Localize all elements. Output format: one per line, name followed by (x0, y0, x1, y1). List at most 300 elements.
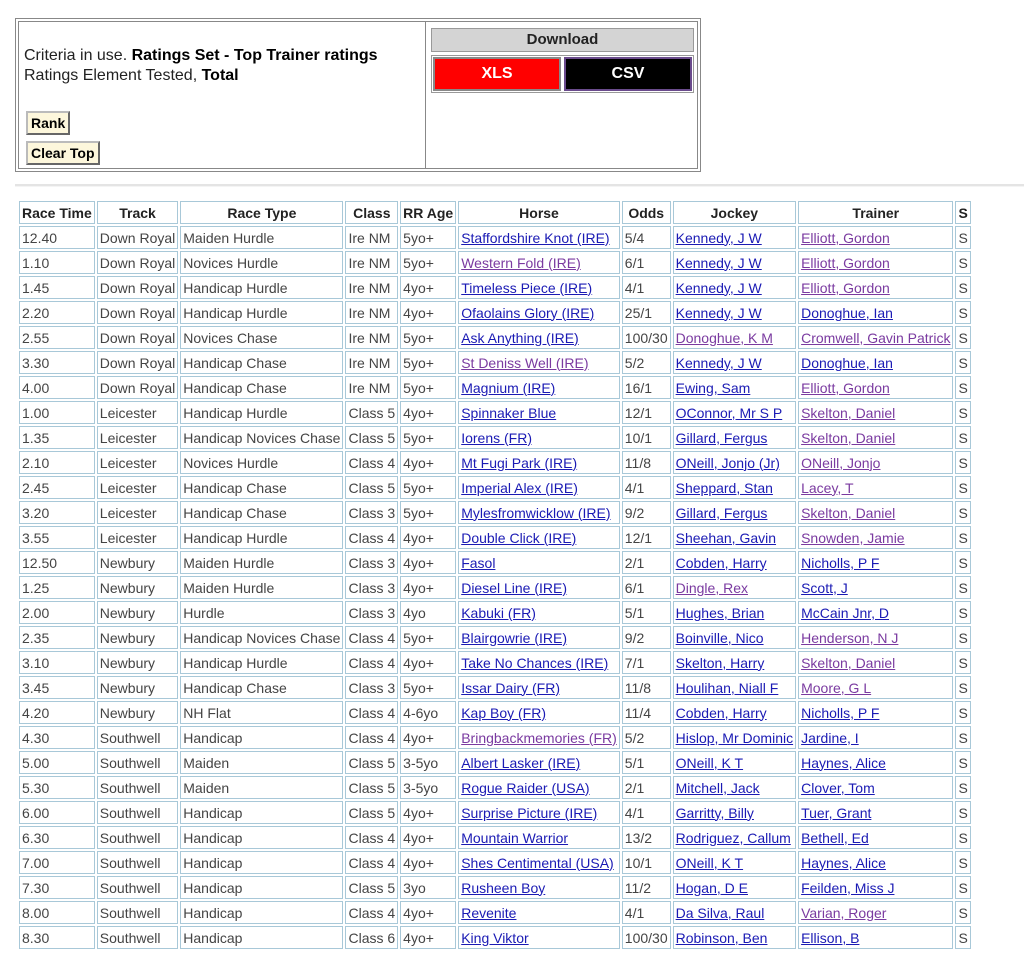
race-time-cell: 4.00 (19, 376, 95, 399)
odds-cell: 12/1 (622, 526, 671, 549)
rr-age-cell: 3-5yo (400, 776, 456, 799)
extra-cell: S (955, 776, 970, 799)
jockey-link[interactable]: Hughes, Brian (675, 604, 765, 621)
horse-link[interactable]: Blairgowrie (IRE) (461, 629, 568, 646)
race-time-cell: 2.00 (19, 601, 95, 624)
horse-cell (458, 751, 620, 774)
track-cell: Southwell (97, 851, 178, 874)
track-cell: Leicester (97, 526, 178, 549)
clear-top-button[interactable]: Clear Top (26, 141, 100, 165)
horse-link[interactable]: Ask Anything (IRE) (461, 329, 579, 346)
header-row (19, 201, 971, 224)
jockey-link[interactable]: Cobden, Harry (675, 704, 767, 721)
separator (15, 184, 1024, 187)
trainer-link[interactable]: Bethell, Ed (801, 829, 869, 846)
jockey-link[interactable]: Kennedy, J W (675, 229, 762, 246)
horse-cell (458, 826, 620, 849)
jockey-cell (673, 751, 796, 774)
horse-cell (458, 326, 620, 349)
race-time-cell: 12.40 (19, 226, 95, 249)
race-time-cell: 3.30 (19, 351, 95, 374)
trainer-cell (798, 551, 953, 574)
extra-cell: S (955, 376, 970, 399)
jockey-link[interactable]: Kennedy, J W (675, 279, 762, 296)
horse-cell (458, 651, 620, 674)
trainer-link[interactable]: Elliott, Gordon (801, 279, 890, 296)
column-header: Track (97, 201, 178, 224)
odds-cell: 4/1 (622, 801, 671, 824)
jockey-cell (673, 576, 796, 599)
odds-cell: 5/2 (622, 351, 671, 374)
jockey-cell (673, 351, 796, 374)
trainer-cell (798, 501, 953, 524)
trainer-cell (798, 626, 953, 649)
track-cell: Newbury (97, 676, 178, 699)
jockey-cell (673, 476, 796, 499)
table-row (19, 751, 971, 774)
horse-link[interactable]: Kap Boy (FR) (461, 704, 547, 721)
odds-cell: 100/30 (622, 926, 671, 949)
class-cell: Class 4 (345, 726, 398, 749)
trainer-cell (798, 326, 953, 349)
race-type-cell: Handicap Hurdle (180, 301, 343, 324)
jockey-link[interactable]: Boinville, Nico (675, 629, 764, 646)
extra-cell: S (955, 926, 970, 949)
trainer-link[interactable]: Donoghue, Ian (801, 354, 893, 371)
trainer-link[interactable]: Nicholls, P F (801, 554, 880, 571)
horse-link[interactable]: Albert Lasker (IRE) (461, 754, 581, 771)
horse-link[interactable]: Take No Chances (IRE) (461, 654, 609, 671)
trainer-cell (798, 576, 953, 599)
horse-cell (458, 576, 620, 599)
track-cell: Newbury (97, 551, 178, 574)
odds-cell: 4/1 (622, 901, 671, 924)
track-cell: Down Royal (97, 276, 178, 299)
rr-age-cell: 4yo+ (400, 276, 456, 299)
jockey-link[interactable]: Robinson, Ben (675, 929, 768, 946)
trainer-cell (798, 251, 953, 274)
jockey-link[interactable]: Skelton, Harry (675, 654, 765, 671)
column-header: Race Time (19, 201, 95, 224)
horse-link[interactable]: Double Click (IRE) (461, 529, 577, 546)
horse-link[interactable]: Spinnaker Blue (461, 404, 557, 421)
horse-link[interactable]: Iorens (FR) (461, 429, 532, 446)
table-row (19, 726, 971, 749)
jockey-cell (673, 626, 796, 649)
horse-cell (458, 926, 620, 949)
rr-age-cell: 4yo+ (400, 851, 456, 874)
extra-cell: S (955, 226, 970, 249)
rr-age-cell: 4yo+ (400, 926, 456, 949)
rr-age-cell: 4yo+ (400, 451, 456, 474)
table-row (19, 801, 971, 824)
horse-link[interactable]: Fasol (461, 554, 496, 571)
rr-age-cell: 5yo+ (400, 251, 456, 274)
race-type-cell: Handicap (180, 826, 343, 849)
extra-cell: S (955, 276, 970, 299)
jockey-cell (673, 801, 796, 824)
odds-cell: 4/1 (622, 276, 671, 299)
rr-age-cell: 4yo+ (400, 551, 456, 574)
rr-age-cell: 5yo+ (400, 676, 456, 699)
jockey-link[interactable]: Houlihan, Niall F (675, 679, 779, 696)
odds-cell: 9/2 (622, 626, 671, 649)
table-row (19, 276, 971, 299)
jockey-link[interactable]: OConnor, Mr S P (675, 404, 783, 421)
extra-cell: S (955, 351, 970, 374)
column-header: Odds (622, 201, 671, 224)
xls-download-button[interactable]: XLS (433, 57, 561, 91)
horse-cell (458, 426, 620, 449)
horse-link[interactable]: Kabuki (FR) (461, 604, 536, 621)
race-type-cell: Hurdle (180, 601, 343, 624)
extra-cell: S (955, 426, 970, 449)
extra-cell: S (955, 526, 970, 549)
horse-link[interactable]: Rogue Raider (USA) (461, 779, 590, 796)
table-row (19, 776, 971, 799)
trainer-link[interactable]: Ellison, B (801, 929, 860, 946)
horse-cell (458, 851, 620, 874)
criteria-section (19, 22, 426, 168)
criteria-ratings-set: Ratings Set - Top Trainer ratings (131, 47, 378, 64)
trainer-cell (798, 776, 953, 799)
race-time-cell: 2.35 (19, 626, 95, 649)
column-header: Jockey (673, 201, 796, 224)
rr-age-cell: 5yo+ (400, 326, 456, 349)
jockey-cell (673, 276, 796, 299)
class-cell: Class 3 (345, 501, 398, 524)
race-time-cell: 8.30 (19, 926, 95, 949)
odds-cell: 10/1 (622, 851, 671, 874)
horse-link[interactable]: Bringbackmemories (FR) (461, 729, 617, 746)
column-header: RR Age (400, 201, 456, 224)
horse-link[interactable]: Magnium (IRE) (461, 379, 556, 396)
class-cell: Class 3 (345, 601, 398, 624)
horse-link[interactable]: Western Fold (IRE) (461, 254, 581, 271)
jockey-link[interactable]: Kennedy, J W (675, 254, 762, 271)
odds-cell: 11/8 (622, 676, 671, 699)
race-type-cell: Handicap (180, 901, 343, 924)
rank-button[interactable]: Rank (26, 111, 70, 135)
csv-download-button[interactable]: CSV (564, 57, 692, 91)
race-time-cell: 12.50 (19, 551, 95, 574)
table-row (19, 401, 971, 424)
rr-age-cell: 4yo+ (400, 826, 456, 849)
trainer-link[interactable]: Nicholls, P F (801, 704, 880, 721)
jockey-link[interactable]: Cobden, Harry (675, 554, 767, 571)
jockey-cell (673, 776, 796, 799)
table-row (19, 876, 971, 899)
rr-age-cell: 5yo+ (400, 226, 456, 249)
jockey-link[interactable]: Rodriguez, Callum (675, 829, 791, 846)
jockey-link[interactable]: Gillard, Fergus (675, 429, 768, 446)
horse-link[interactable]: Diesel Line (IRE) (461, 579, 568, 596)
race-type-cell: Handicap Chase (180, 351, 343, 374)
trainer-link[interactable]: Henderson, N J (801, 629, 899, 646)
jockey-link[interactable]: ONeill, K T (675, 854, 744, 871)
race-time-cell: 1.25 (19, 576, 95, 599)
odds-cell: 11/4 (622, 701, 671, 724)
trainer-link[interactable]: Lacey, T (801, 479, 854, 496)
track-cell: Down Royal (97, 376, 178, 399)
race-time-cell: 2.45 (19, 476, 95, 499)
rr-age-cell: 5yo+ (400, 376, 456, 399)
odds-cell: 6/1 (622, 576, 671, 599)
trainer-link[interactable]: Haynes, Alice (801, 754, 886, 771)
odds-cell: 10/1 (622, 426, 671, 449)
rr-age-cell: 4yo+ (400, 576, 456, 599)
criteria-panel-inner (18, 21, 698, 169)
track-cell: Down Royal (97, 251, 178, 274)
trainer-link[interactable]: McCain Jnr, D (801, 604, 890, 621)
race-type-cell: Novices Chase (180, 326, 343, 349)
trainer-link[interactable]: Snowden, Jamie (801, 529, 905, 546)
jockey-link[interactable]: Da Silva, Raul (675, 904, 765, 921)
rr-age-cell: 4yo+ (400, 301, 456, 324)
jockey-link[interactable]: Garritty, Billy (675, 804, 754, 821)
track-cell: Leicester (97, 401, 178, 424)
horse-link[interactable]: Rusheen Boy (461, 879, 546, 896)
trainer-cell (798, 801, 953, 824)
race-time-cell: 2.55 (19, 326, 95, 349)
horse-cell (458, 776, 620, 799)
horse-link[interactable]: Imperial Alex (IRE) (461, 479, 578, 496)
class-cell: Class 4 (345, 626, 398, 649)
trainer-link[interactable]: Elliott, Gordon (801, 254, 890, 271)
table-row (19, 226, 971, 249)
trainer-cell (798, 526, 953, 549)
race-type-cell: Handicap Hurdle (180, 526, 343, 549)
horse-link[interactable]: King Viktor (461, 929, 529, 946)
extra-cell: S (955, 501, 970, 524)
race-time-cell: 5.00 (19, 751, 95, 774)
race-type-cell: Handicap (180, 926, 343, 949)
rr-age-cell: 4yo+ (400, 901, 456, 924)
trainer-cell (798, 926, 953, 949)
trainer-cell (798, 751, 953, 774)
trainer-link[interactable]: Elliott, Gordon (801, 379, 890, 396)
table-row (19, 851, 971, 874)
horse-link[interactable]: Timeless Piece (IRE) (461, 279, 593, 296)
horse-cell (458, 251, 620, 274)
race-time-cell: 3.45 (19, 676, 95, 699)
race-time-cell: 1.10 (19, 251, 95, 274)
rr-age-cell: 5yo+ (400, 501, 456, 524)
extra-cell: S (955, 451, 970, 474)
download-title: Download (431, 28, 694, 52)
trainer-cell (798, 426, 953, 449)
table-row (19, 826, 971, 849)
class-cell: Class 4 (345, 901, 398, 924)
class-cell: Class 5 (345, 876, 398, 899)
horse-link[interactable]: Issar Dairy (FR) (461, 679, 560, 696)
odds-cell: 12/1 (622, 401, 671, 424)
race-type-cell: Maiden Hurdle (180, 576, 343, 599)
race-type-cell: Handicap Chase (180, 376, 343, 399)
class-cell: Ire NM (345, 376, 398, 399)
rr-age-cell: 4yo (400, 601, 456, 624)
class-cell: Class 4 (345, 651, 398, 674)
horse-link[interactable]: Revenite (461, 904, 517, 921)
extra-cell: S (955, 626, 970, 649)
download-buttons (431, 55, 694, 93)
trainer-cell (798, 901, 953, 924)
race-time-cell: 2.10 (19, 451, 95, 474)
jockey-link[interactable]: ONeill, K T (675, 754, 744, 771)
horse-link[interactable]: St Deniss Well (IRE) (461, 354, 589, 371)
class-cell: Ire NM (345, 351, 398, 374)
trainer-link[interactable]: Tuer, Grant (801, 804, 872, 821)
race-time-cell: 5.30 (19, 776, 95, 799)
rr-age-cell: 4yo+ (400, 526, 456, 549)
class-cell: Class 4 (345, 851, 398, 874)
trainer-link[interactable]: Skelton, Daniel (801, 654, 896, 671)
trainer-link[interactable]: Jardine, I (801, 729, 859, 746)
trainer-link[interactable]: Scott, J (801, 579, 848, 596)
trainer-link[interactable]: ONeill, Jonjo (801, 454, 881, 471)
odds-cell: 5/4 (622, 226, 671, 249)
horse-link[interactable]: Mt Fugi Park (IRE) (461, 454, 578, 471)
jockey-link[interactable]: Donoghue, K M (675, 329, 773, 346)
jockey-cell (673, 401, 796, 424)
extra-cell: S (955, 301, 970, 324)
rr-age-cell: 3-5yo (400, 751, 456, 774)
jockey-cell (673, 526, 796, 549)
jockey-link[interactable]: Kennedy, J W (675, 354, 762, 371)
trainer-cell (798, 226, 953, 249)
class-cell: Class 6 (345, 926, 398, 949)
rr-age-cell: 4-6yo (400, 701, 456, 724)
rr-age-cell: 4yo+ (400, 726, 456, 749)
odds-cell: 5/1 (622, 751, 671, 774)
horse-link[interactable]: Surprise Picture (IRE) (461, 804, 598, 821)
trainer-cell (798, 301, 953, 324)
track-cell: Southwell (97, 726, 178, 749)
trainer-cell (798, 826, 953, 849)
trainer-link[interactable]: Feilden, Miss J (801, 879, 895, 896)
class-cell: Class 5 (345, 776, 398, 799)
trainer-link[interactable]: Skelton, Daniel (801, 404, 896, 421)
race-time-cell: 4.30 (19, 726, 95, 749)
track-cell: Newbury (97, 651, 178, 674)
jockey-link[interactable]: Kennedy, J W (675, 304, 762, 321)
horse-link[interactable]: Staffordshire Knot (IRE) (461, 229, 610, 246)
trainer-link[interactable]: Moore, G L (801, 679, 872, 696)
jockey-link[interactable]: Dingle, Rex (675, 579, 748, 596)
track-cell: Southwell (97, 926, 178, 949)
race-type-cell: Handicap (180, 726, 343, 749)
trainer-link[interactable]: Haynes, Alice (801, 854, 886, 871)
trainer-link[interactable]: Skelton, Daniel (801, 504, 896, 521)
download-section (426, 22, 697, 168)
odds-cell: 2/1 (622, 776, 671, 799)
race-type-cell: Handicap Chase (180, 676, 343, 699)
trainer-link[interactable]: Cromwell, Gavin Patrick (801, 329, 951, 346)
track-cell: Down Royal (97, 351, 178, 374)
rr-age-cell: 4yo+ (400, 801, 456, 824)
horse-link[interactable]: Ofaolains Glory (IRE) (461, 304, 595, 321)
trainer-link[interactable]: Donoghue, Ian (801, 304, 893, 321)
track-cell: Newbury (97, 601, 178, 624)
trainer-cell (798, 276, 953, 299)
horse-link[interactable]: Shes Centimental (USA) (461, 854, 614, 871)
trainer-link[interactable]: Skelton, Daniel (801, 429, 896, 446)
trainer-link[interactable]: Elliott, Gordon (801, 229, 890, 246)
trainer-cell (798, 376, 953, 399)
race-type-cell: Handicap Chase (180, 501, 343, 524)
jockey-link[interactable]: Gillard, Fergus (675, 504, 768, 521)
jockey-link[interactable]: ONeill, Jonjo (Jr) (675, 454, 780, 471)
extra-cell: S (955, 476, 970, 499)
race-time-cell: 4.20 (19, 701, 95, 724)
table-row (19, 326, 971, 349)
jockey-cell (673, 501, 796, 524)
jockey-cell (673, 226, 796, 249)
column-header: Trainer (798, 201, 953, 224)
jockey-link[interactable]: Mitchell, Jack (675, 779, 760, 796)
trainer-cell (798, 401, 953, 424)
table-row (19, 376, 971, 399)
class-cell: Ire NM (345, 251, 398, 274)
track-cell: Southwell (97, 801, 178, 824)
results-body (19, 226, 971, 949)
race-type-cell: Handicap Hurdle (180, 276, 343, 299)
jockey-cell (673, 876, 796, 899)
table-row (19, 676, 971, 699)
column-header: S (955, 201, 970, 224)
table-row (19, 626, 971, 649)
race-type-cell: Maiden (180, 776, 343, 799)
rr-age-cell: 5yo+ (400, 426, 456, 449)
track-cell: Newbury (97, 626, 178, 649)
extra-cell: S (955, 726, 970, 749)
horse-link[interactable]: Mylesfromwicklow (IRE) (461, 504, 611, 521)
odds-cell: 9/2 (622, 501, 671, 524)
track-cell: Southwell (97, 751, 178, 774)
race-type-cell: Handicap Novices Chase (180, 426, 343, 449)
horse-link[interactable]: Mountain Warrior (461, 829, 569, 846)
track-cell: Southwell (97, 876, 178, 899)
odds-cell: 13/2 (622, 826, 671, 849)
track-cell: Leicester (97, 501, 178, 524)
horse-cell (458, 551, 620, 574)
race-type-cell: Handicap (180, 851, 343, 874)
horse-cell (458, 226, 620, 249)
extra-cell: S (955, 601, 970, 624)
jockey-link[interactable]: Hislop, Mr Dominic (675, 729, 794, 746)
trainer-link[interactable]: Clover, Tom (801, 779, 875, 796)
horse-cell (458, 526, 620, 549)
jockey-cell (673, 376, 796, 399)
race-type-cell: Maiden (180, 751, 343, 774)
race-type-cell: Maiden Hurdle (180, 226, 343, 249)
jockey-link[interactable]: Hogan, D E (675, 879, 748, 896)
jockey-link[interactable]: Sheppard, Stan (675, 479, 773, 496)
trainer-cell (798, 851, 953, 874)
trainer-link[interactable]: Varian, Roger (801, 904, 887, 921)
race-type-cell: NH Flat (180, 701, 343, 724)
extra-cell: S (955, 651, 970, 674)
class-cell: Class 5 (345, 426, 398, 449)
extra-cell: S (955, 326, 970, 349)
race-time-cell: 6.00 (19, 801, 95, 824)
odds-cell: 11/2 (622, 876, 671, 899)
jockey-link[interactable]: Sheehan, Gavin (675, 529, 777, 546)
jockey-cell (673, 851, 796, 874)
trainer-cell (798, 451, 953, 474)
extra-cell: S (955, 401, 970, 424)
jockey-link[interactable]: Ewing, Sam (675, 379, 751, 396)
